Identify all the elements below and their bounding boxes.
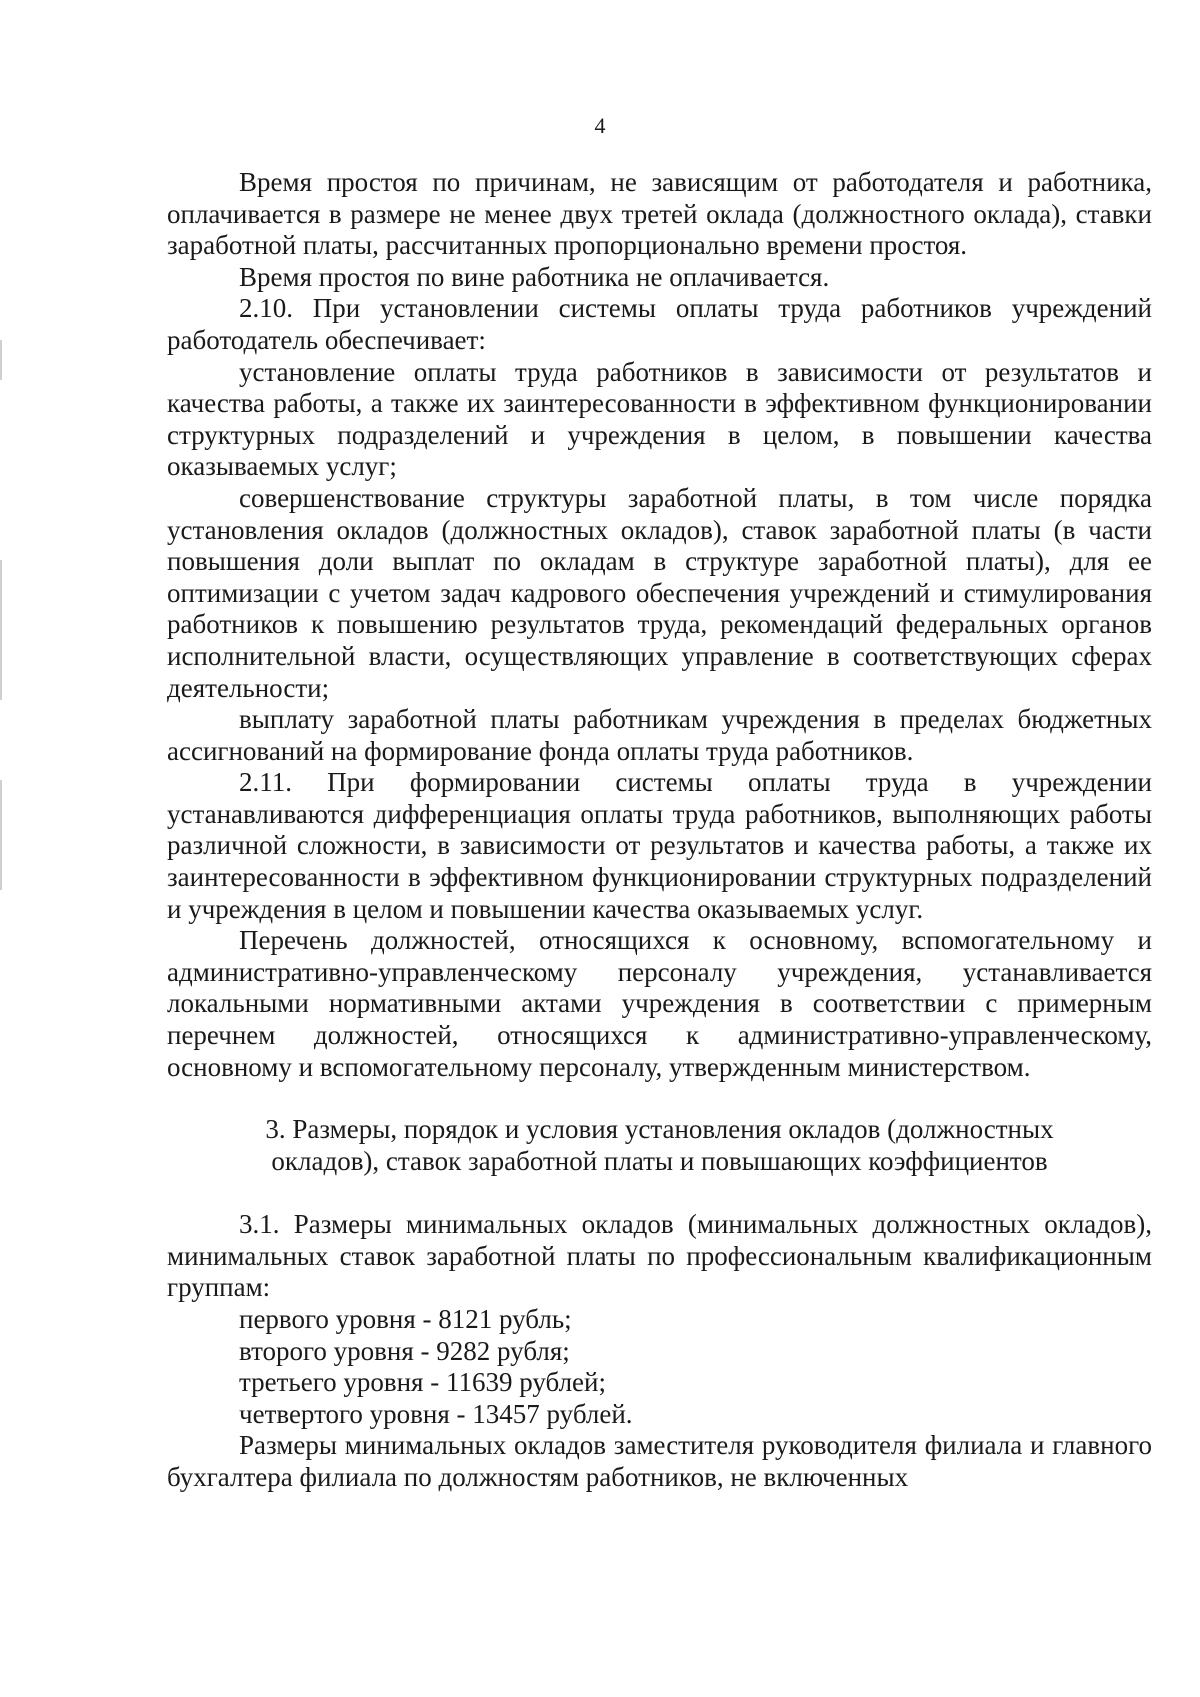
paragraph-2-10-item-1: установление оплаты труда работников в зависимости от результатов и качества работы, а также их заинтересованности в эффективном функционировании структурных подразделений и учреждения в целом, в повышении качества оказываемых услуг; bbox=[167, 356, 1152, 482]
scan-edge-mark bbox=[0, 780, 2, 890]
salary-level-2: второго уровня - 9282 рубля; bbox=[239, 1335, 570, 1366]
paragraph-2-10: 2.10. При установлении системы оплаты труда работников учреждений работодатель обеспечивает: bbox=[167, 293, 1152, 355]
section-3-heading bbox=[167, 1113, 1152, 1177]
salary-level-3: третьего уровня - 11639 рублей; bbox=[239, 1367, 606, 1398]
paragraph-2-11: 2.11. При формировании системы оплаты труда в учреждении устанавливаются дифференциация оплаты труда работников, выполняющих работы различной сложности, в зависимости от результатов и качества работы, а также их заинтересованности в эффективном функционировании структурных подразделений и учреждения в целом и повышении качества оказываемых услуг. bbox=[167, 767, 1152, 924]
salary-level-1: первого уровня - 8121 рубль; bbox=[239, 1304, 572, 1334]
paragraph-2-10-item-3: выплату заработной платы работникам учреждения в пределах бюджетных ассигнований на формирование фонда оплаты труда работников. bbox=[167, 704, 1152, 766]
scan-edge-mark bbox=[0, 340, 2, 380]
section-3-heading-line-2: окладов), ставок заработной платы и повышающих коэффициентов bbox=[271, 1146, 1048, 1177]
paragraph-branch-deputy-salaries: Размеры минимальных окладов заместителя руководителя филиала и главного бухгалтера филиала по должностям работников, не включенных bbox=[167, 1430, 1152, 1492]
paragraph-2-10-item-2: совершенствование структуры заработной платы, в том числе порядка установления окладов (должностных окладов), ставок заработной платы (в части повышения доли выплат по окладам в структуре заработной платы), для ее оптимизации с учетом задач кадрового обеспечения учреждений и стимулирования работников к повышению результатов труда, рекомендаций федеральных органов исполнительной власти, осуществляющих управление в соответствующих сферах деятельности; bbox=[167, 482, 1152, 703]
page-number: 4 bbox=[594, 113, 606, 138]
paragraph-downtime-employee-fault: Время простоя по вине работника не оплачивается. bbox=[239, 261, 830, 292]
paragraph-downtime-no-fault: Время простоя по причинам, не зависящим от работодателя и работника, оплачивается в размере не менее двух третей оклада (должностного оклада), ставки заработной платы, рассчитанных пропорционально времени простоя. bbox=[167, 167, 1152, 261]
paragraph-3-1: 3.1. Размеры минимальных окладов (минимальных должностных окладов), минимальных ставок заработной платы по профессиональным квалификационным группам: bbox=[167, 1209, 1152, 1303]
document-body bbox=[167, 167, 1152, 1494]
salary-level-4: четвертого уровня - 13457 рублей. bbox=[239, 1398, 633, 1429]
paragraph-position-list: Перечень должностей, относящихся к основному, вспомогательному и административно-управленческому персоналу учреждения, устанавливается локальными нормативными актами учреждения в соответствии с примерным перечнем должностей, относящихся к административно-управленческому, основному и вспомогательному персоналу, утвержденным министерством. bbox=[167, 925, 1152, 1082]
scan-edge-mark bbox=[0, 560, 2, 700]
section-3-heading-line-1: 3. Размеры, порядок и условия установления окладов (должностных bbox=[265, 1114, 1054, 1145]
